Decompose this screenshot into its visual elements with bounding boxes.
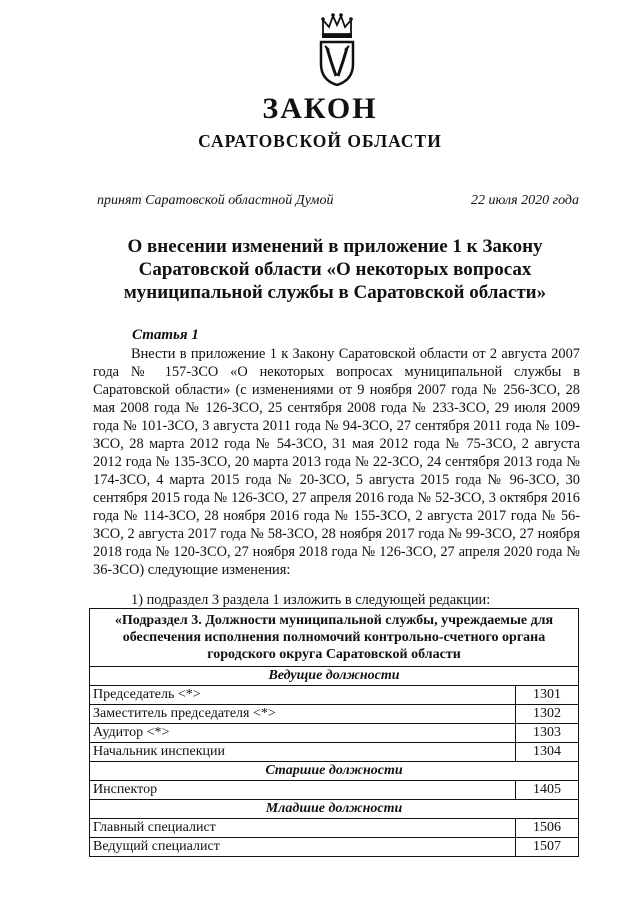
- position-name: Инспектор: [90, 781, 516, 800]
- adoption-date: 22 июля 2020 года: [471, 193, 579, 208]
- position-name: Начальник инспекции: [90, 743, 516, 762]
- position-code: 1302: [516, 705, 579, 724]
- law-subtitle: САРАТОВСКОЙ ОБЛАСТИ: [198, 131, 442, 151]
- position-code: 1507: [516, 838, 579, 857]
- article-item-1: 1) подраздел 3 раздела 1 изложить в следующей редакции:: [131, 592, 491, 608]
- position-name: Аудитор <*>: [90, 724, 516, 743]
- table-row: [90, 781, 579, 800]
- table-row: [90, 838, 579, 857]
- table-row: [90, 724, 579, 743]
- table-row: [90, 743, 579, 762]
- law-heading: О внесении изменений в приложение 1 к Закону Саратовской области «О некоторых вопросах муниципальной службы в Саратовской области»: [123, 236, 547, 303]
- position-name: Главный специалист: [90, 819, 516, 838]
- group-header: Младшие должности: [90, 800, 579, 819]
- article-text: Внести в приложение 1 к Закону Саратовской области от 2 августа 2007 года № 157-ЗСО «О некоторых вопросах муниципальной службы в Саратовской области» (с изменениями от 9 ноября 2007 года № 256-ЗСО, 28 мая 2008 года № 126-ЗСО, 25 сентября 2008 года № 233-ЗСО, 29 июля 2009 года № 101-ЗСО, 3 августа 2011 года № 94-ЗСО, 27 сентября 2011 года № 109-ЗСО, 28 марта 2012 года № 54-ЗСО, 31 мая 2012 года № 75-ЗСО, 2 августа 2012 года № 135-ЗСО, 20 марта 2013 года № 22-ЗСО, 24 сентября 2013 года № 174-ЗСО, 4 марта 2015 года № 20-ЗСО, 5 августа 2015 года № 96-ЗСО, 30 сентября 2015 года № 126-ЗСО, 27 апреля 2016 года № 52-ЗСО, 3 октября 2016 года № 114-ЗСО, 28 ноября 2016 года № 155-ЗСО, 2 августа 2017 года № 56-ЗСО, 2 августа 2017 года № 58-ЗСО, 28 ноября 2017 года № 99-ЗСО, 27 ноября 2018 года № 120-ЗСО, 27 ноября 2018 года № 126-ЗСО, 27 апреля 2020 года № 36-ЗСО) следующие изменения:: [93, 346, 580, 578]
- position-name: Заместитель председателя <*>: [90, 705, 516, 724]
- position-code: 1301: [516, 686, 579, 705]
- position-code: 1405: [516, 781, 579, 800]
- table-row: [90, 705, 579, 724]
- position-code: 1506: [516, 819, 579, 838]
- law-title: ЗАКОН: [262, 92, 378, 125]
- table-row: [90, 819, 579, 838]
- position-code: 1304: [516, 743, 579, 762]
- subsection-title: «Подраздел 3. Должности муниципальной службы, учреждаемые для обеспечения исполнения полномочий контрольно-счетного органа городского округа Саратовской области: [90, 609, 579, 667]
- positions-table: [89, 608, 579, 857]
- group-header: Старшие должности: [90, 762, 579, 781]
- article-label: Статья 1: [132, 327, 199, 343]
- table-row: [90, 686, 579, 705]
- saratov-coat-of-arms-icon: [317, 12, 357, 86]
- position-name: Председатель <*>: [90, 686, 516, 705]
- group-header: Ведущие должности: [90, 667, 579, 686]
- position-name: Ведущий специалист: [90, 838, 516, 857]
- adoption-body: принят Саратовской областной Думой: [97, 193, 334, 208]
- position-code: 1303: [516, 724, 579, 743]
